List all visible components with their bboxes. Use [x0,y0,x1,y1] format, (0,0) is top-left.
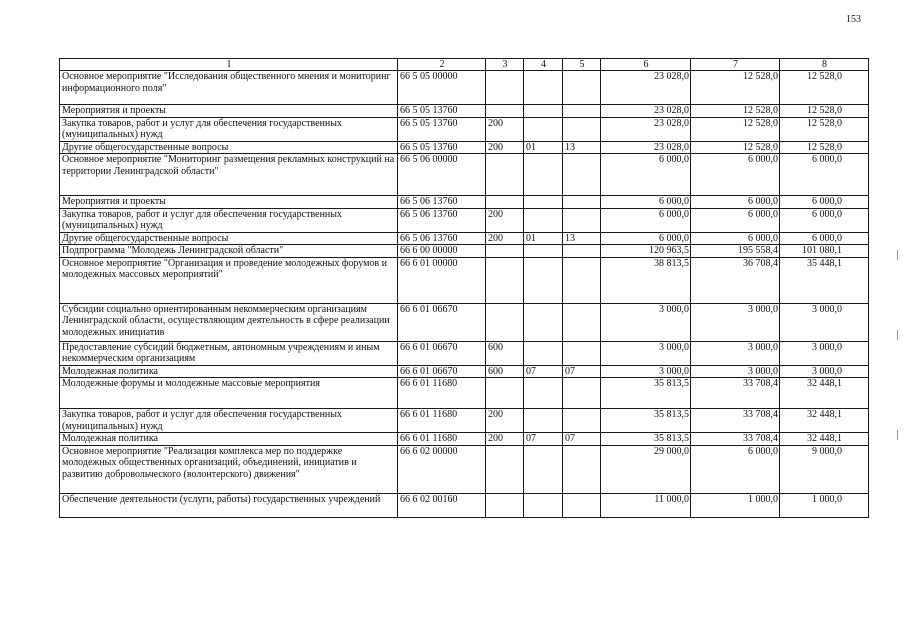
row-code: 66 6 01 11680 [398,433,486,446]
column-header: 7 [691,59,780,71]
row-subsection [563,245,601,258]
row-name: Мероприятия и проекты [60,105,398,118]
row-value-col7: 6 000,0 [691,154,780,196]
table-row [60,245,869,258]
row-value-col8: 3 000,0 [780,341,869,365]
column-header: 2 [398,59,486,71]
table-row [60,341,869,365]
row-name: Основное мероприятие "Реализация комплекса мер по поддержке молодежных общественных организаций, объединений, инициатив и развитию добровольческого (волонтерского) движения" [60,445,398,493]
row-value-col7: 12 528,0 [691,71,780,105]
row-name: Обеспечение деятельности (услуги, работы) государственных учреждений [60,493,398,517]
row-name: Основное мероприятие "Исследования общественного мнения и мониторинг информационного поля" [60,71,398,105]
row-code: 66 5 06 13760 [398,208,486,232]
row-value-col7: 6 000,0 [691,232,780,245]
row-value-col6: 120 963,5 [601,245,691,258]
table-row [60,445,869,493]
table-row [60,433,869,446]
table-row [60,493,869,517]
row-value-col6: 6 000,0 [601,196,691,209]
row-expense-type: 200 [486,117,524,141]
row-value-col6: 6 000,0 [601,154,691,196]
row-code: 66 6 01 06670 [398,341,486,365]
row-value-col8: 32 448,1 [780,433,869,446]
row-code: 66 6 02 00000 [398,445,486,493]
row-name: Предоставление субсидий бюджетным, автономным учреждениям и иным некоммерческим организациям [60,341,398,365]
row-name: Молодежные форумы и молодежные массовые мероприятия [60,378,398,409]
row-value-col7: 33 708,4 [691,433,780,446]
row-value-col8: 6 000,0 [780,232,869,245]
table-row [60,196,869,209]
row-name: Другие общегосударственные вопросы [60,232,398,245]
row-section [524,445,563,493]
row-code: 66 6 01 11680 [398,378,486,409]
row-value-col6: 23 028,0 [601,71,691,105]
row-name: Подпрограмма "Молодежь Ленинградской области" [60,245,398,258]
row-expense-type: 200 [486,141,524,154]
row-subsection: 13 [563,141,601,154]
row-subsection [563,208,601,232]
row-value-col7: 6 000,0 [691,445,780,493]
margin-mark [897,330,898,340]
row-subsection [563,71,601,105]
row-section [524,154,563,196]
row-section: 07 [524,365,563,378]
margin-mark [897,250,898,260]
row-code: 66 6 00 00000 [398,245,486,258]
row-code: 66 5 05 13760 [398,117,486,141]
row-subsection [563,117,601,141]
row-expense-type [486,154,524,196]
row-expense-type: 200 [486,409,524,433]
column-header: 8 [780,59,869,71]
row-section [524,303,563,341]
row-expense-type [486,303,524,341]
row-value-col6: 3 000,0 [601,341,691,365]
row-value-col7: 12 528,0 [691,105,780,118]
row-code: 66 6 01 06670 [398,365,486,378]
row-value-col7: 3 000,0 [691,365,780,378]
row-subsection: 13 [563,232,601,245]
row-subsection [563,341,601,365]
row-value-col8: 35 448,1 [780,257,869,303]
row-value-col7: 33 708,4 [691,409,780,433]
row-value-col8: 9 000,0 [780,445,869,493]
row-value-col7: 3 000,0 [691,303,780,341]
row-value-col8: 32 448,1 [780,378,869,409]
row-value-col7: 33 708,4 [691,378,780,409]
row-value-col7: 1 000,0 [691,493,780,517]
page-number: 153 [846,14,861,25]
row-subsection: 07 [563,365,601,378]
margin-mark [897,430,898,440]
table-body [60,59,869,518]
row-expense-type [486,445,524,493]
row-name: Мероприятия и проекты [60,196,398,209]
row-subsection [563,409,601,433]
row-expense-type [486,245,524,258]
row-expense-type: 200 [486,232,524,245]
row-value-col8: 32 448,1 [780,409,869,433]
row-name: Основное мероприятие "Организация и проведение молодежных форумов и молодежных массовых мероприятий" [60,257,398,303]
row-expense-type [486,378,524,409]
row-value-col6: 6 000,0 [601,208,691,232]
row-value-col8: 3 000,0 [780,303,869,341]
row-value-col6: 35 813,5 [601,433,691,446]
row-value-col8: 3 000,0 [780,365,869,378]
table-row [60,208,869,232]
column-header: 4 [524,59,563,71]
row-expense-type: 200 [486,208,524,232]
table-row [60,71,869,105]
row-section [524,378,563,409]
row-code: 66 5 06 13760 [398,232,486,245]
row-expense-type [486,493,524,517]
row-section [524,117,563,141]
table-row [60,105,869,118]
row-section: 01 [524,141,563,154]
table-row [60,117,869,141]
row-subsection [563,257,601,303]
row-name: Молодежная политика [60,365,398,378]
row-value-col6: 23 028,0 [601,141,691,154]
row-code: 66 5 06 13760 [398,196,486,209]
budget-table [59,58,869,518]
row-section [524,341,563,365]
row-code: 66 6 02 00160 [398,493,486,517]
table-row [60,257,869,303]
row-value-col6: 35 813,5 [601,409,691,433]
row-value-col7: 6 000,0 [691,208,780,232]
row-value-col8: 12 528,0 [780,117,869,141]
row-subsection [563,154,601,196]
row-expense-type: 600 [486,341,524,365]
row-subsection [563,493,601,517]
row-value-col6: 6 000,0 [601,232,691,245]
row-value-col7: 12 528,0 [691,141,780,154]
row-value-col6: 3 000,0 [601,365,691,378]
row-value-col6: 23 028,0 [601,105,691,118]
table-row [60,409,869,433]
column-header: 6 [601,59,691,71]
row-section: 07 [524,433,563,446]
row-section [524,257,563,303]
table-row [60,232,869,245]
row-expense-type [486,71,524,105]
row-name: Основное мероприятие "Мониторинг размещения рекламных конструкций на территории Ленинградской области" [60,154,398,196]
row-subsection [563,196,601,209]
row-section [524,208,563,232]
row-section [524,105,563,118]
row-code: 66 5 06 00000 [398,154,486,196]
row-section [524,245,563,258]
row-code: 66 6 01 06670 [398,303,486,341]
row-value-col6: 35 813,5 [601,378,691,409]
row-value-col7: 6 000,0 [691,196,780,209]
row-value-col8: 12 528,0 [780,105,869,118]
row-name: Закупка товаров, работ и услуг для обеспечения государственных (муниципальных) нужд [60,208,398,232]
row-section [524,196,563,209]
row-value-col8: 12 528,0 [780,71,869,105]
row-expense-type [486,196,524,209]
column-header: 1 [60,59,398,71]
table-row [60,154,869,196]
row-value-col7: 195 558,4 [691,245,780,258]
column-number-row [60,59,869,71]
column-header: 5 [563,59,601,71]
row-subsection: 07 [563,433,601,446]
table-row [60,378,869,409]
row-value-col8: 6 000,0 [780,154,869,196]
row-value-col8: 6 000,0 [780,208,869,232]
row-code: 66 6 01 11680 [398,409,486,433]
row-value-col8: 1 000,0 [780,493,869,517]
row-expense-type: 200 [486,433,524,446]
row-name: Другие общегосударственные вопросы [60,141,398,154]
row-section [524,409,563,433]
row-value-col6: 23 028,0 [601,117,691,141]
row-section [524,493,563,517]
row-subsection [563,105,601,118]
row-value-col7: 12 528,0 [691,117,780,141]
row-value-col8: 6 000,0 [780,196,869,209]
row-expense-type [486,105,524,118]
row-name: Закупка товаров, работ и услуг для обеспечения государственных (муниципальных) нужд [60,409,398,433]
row-expense-type: 600 [486,365,524,378]
row-code: 66 5 05 13760 [398,105,486,118]
row-subsection [563,378,601,409]
row-section [524,71,563,105]
table-row [60,365,869,378]
row-code: 66 5 05 13760 [398,141,486,154]
row-value-col6: 38 813,5 [601,257,691,303]
row-value-col6: 29 000,0 [601,445,691,493]
row-value-col8: 12 528,0 [780,141,869,154]
row-value-col7: 3 000,0 [691,341,780,365]
row-name: Субсидии социально ориентированным некоммерческим организациям Ленинградской области, осуществляющим деятельность в сфере реализации молодежных инициатив [60,303,398,341]
column-header: 3 [486,59,524,71]
row-code: 66 5 05 00000 [398,71,486,105]
row-code: 66 6 01 00000 [398,257,486,303]
row-subsection [563,445,601,493]
row-value-col6: 3 000,0 [601,303,691,341]
table-row [60,141,869,154]
row-value-col6: 11 000,0 [601,493,691,517]
row-value-col7: 36 708,4 [691,257,780,303]
table-row [60,303,869,341]
row-name: Закупка товаров, работ и услуг для обеспечения государственных (муниципальных) нужд [60,117,398,141]
row-section: 01 [524,232,563,245]
row-name: Молодежная политика [60,433,398,446]
row-expense-type [486,257,524,303]
row-value-col8: 101 080,1 [780,245,869,258]
row-subsection [563,303,601,341]
